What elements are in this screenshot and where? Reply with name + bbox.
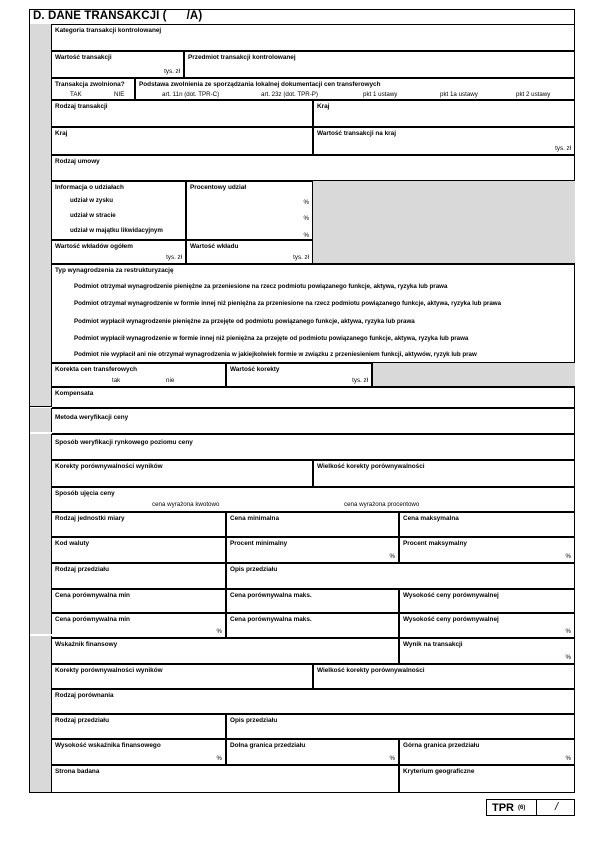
sposob-weryfikacji-label: Sposób weryfikacji rynkowego poziomu ceny	[55, 439, 193, 446]
gorna-granica-field[interactable]	[399, 739, 575, 765]
kategoria-label: Kategoria transakcji kontrolowanej	[55, 27, 162, 34]
wysokosc-wskaznika-label: Wysokość wskaźnika finansowego	[55, 742, 161, 749]
gray-filler-udzialy	[313, 181, 575, 264]
pct-strata: %	[303, 215, 309, 222]
procentowy-udzial-field[interactable]	[186, 181, 313, 240]
sposob-ujecia-label: Sposób ujęcia ceny	[55, 490, 115, 497]
info-udzialy-label: Informacja o udziałach	[55, 184, 124, 191]
opis-przedzialu-label-1: Opis przedziału	[230, 566, 278, 573]
option-nie[interactable]: NIE	[114, 91, 125, 98]
option-pkt1a[interactable]: pkt 1a ustawy	[440, 91, 478, 98]
wysokosc-ceny-label-1: Wysokość ceny porównywalnej	[403, 592, 499, 599]
wysokosc-ceny-label-2: Wysokość ceny porównywalnej	[403, 616, 499, 623]
kraj-field-2[interactable]	[52, 127, 313, 155]
rodzaj-transakcji-label: Rodzaj transakcji	[55, 103, 108, 110]
cena-porown-min-label-2: Cena porównywalna min	[55, 616, 130, 623]
wielkosc-korekty-field-1[interactable]	[313, 460, 575, 487]
wartosc-wkladu-label: Wartość wkładu	[190, 243, 239, 250]
footer-divider	[536, 800, 537, 815]
left-strip-4	[30, 636, 52, 792]
wskaznik-field[interactable]	[52, 638, 399, 664]
option-cena-procentowo[interactable]: cena wyrażona procentowo	[344, 501, 420, 508]
wielkosc-korekty-label-2: Wielkość korekty porównywalności	[317, 667, 425, 674]
korekty-porown-label-1: Korekty porównywalności wyników	[55, 463, 163, 470]
option-pkt1[interactable]: pkt 1 ustawy	[363, 91, 398, 98]
unit-pct: %	[389, 755, 395, 762]
option-wynagrodzenie-4[interactable]: Podmiot wypłacił wynagrodzenie w formie innej niż pieniężna za przejęte od podmiotu powiązanego funkcje, aktywa, ryzyka lub prawa	[74, 335, 469, 342]
left-strip-3	[30, 434, 52, 634]
udzial-majatku-label: udział w majątku likwidacyjnym	[70, 227, 163, 234]
unit-pct: %	[565, 628, 571, 635]
strona-badana-label: Strona badana	[55, 768, 100, 775]
unit-tys-zl: tys. zł	[164, 68, 180, 75]
wysokosc-ceny-field-2[interactable]	[399, 613, 575, 638]
przedmiot-label: Przedmiot transakcji kontrolowanej	[188, 54, 296, 61]
cena-min-label: Cena minimalna	[230, 515, 280, 522]
rodzaj-porownania-label: Rodzaj porównania	[55, 692, 114, 699]
wartosc-na-kraj-field[interactable]	[313, 127, 575, 155]
rodzaj-transakcji-field[interactable]	[52, 100, 313, 127]
zwolniona-label: Transakcja zwolniona?	[55, 81, 125, 88]
dolna-granica-field[interactable]	[226, 739, 399, 765]
rodzaj-umowy-label: Rodzaj umowy	[55, 158, 100, 165]
procent-min-label: Procent minimalny	[230, 540, 288, 547]
option-korekta-nie[interactable]: nie	[166, 377, 175, 384]
wartosc-wkladow-label: Wartość wkładów ogółem	[55, 243, 133, 250]
cena-porown-maks-field-1[interactable]	[226, 589, 399, 613]
unit-tys-zl: tys. zł	[293, 254, 309, 261]
form-variant: (6)	[518, 805, 526, 811]
metoda-label: Metoda weryfikacji ceny	[55, 414, 129, 421]
podstawa-label: Podstawa zwolnienia ze sporządzania lokalnej dokumentacji cen transferowych	[139, 81, 381, 88]
section-title: D. DANE TRANSAKCJI ( /A)	[33, 10, 203, 22]
korekty-porown-field-2[interactable]	[52, 664, 313, 689]
left-strip-1	[30, 24, 52, 406]
unit-pct: %	[216, 628, 222, 635]
cena-max-label: Cena maksymalna	[403, 515, 459, 522]
pct-majatek: %	[303, 232, 309, 239]
strona-badana-field[interactable]	[52, 765, 399, 793]
kompensata-field[interactable]	[52, 387, 575, 408]
unit-pct: %	[216, 755, 222, 762]
wynik-label: Wynik na transakcji	[403, 641, 463, 648]
wartosc-transakcji-field[interactable]	[52, 51, 184, 78]
option-korekta-tak[interactable]: tak	[112, 377, 121, 384]
przedmiot-field[interactable]	[184, 51, 575, 78]
wartosc-transakcji-label: Wartość transakcji	[55, 54, 112, 61]
option-pkt2[interactable]: pkt 2 ustawy	[516, 91, 551, 98]
rodzaj-jednostki-field[interactable]	[52, 512, 226, 537]
wartosc-korekty-label: Wartość korekty	[230, 366, 280, 373]
wartosc-wkladu-field[interactable]	[186, 240, 313, 264]
rodzaj-umowy-field[interactable]	[52, 155, 575, 181]
korekta-cen-field[interactable]	[52, 363, 226, 387]
option-wynagrodzenie-1[interactable]: Podmiot otrzymał wynagrodzenie pieniężne za przeniesione na rzecz podmiotu powiązanego funkcje, aktywa, ryzyka lub prawa	[74, 283, 448, 290]
unit-pct: %	[389, 553, 395, 560]
korekta-cen-label: Korekta cen transferowych	[55, 366, 138, 373]
pct-zysk: %	[303, 199, 309, 206]
rodzaj-przedzialu-label-2: Rodzaj przedziału	[55, 717, 109, 724]
opis-przedzialu-field-2[interactable]	[226, 714, 575, 739]
kategoria-field[interactable]	[52, 24, 575, 51]
unit-pct: %	[565, 654, 571, 661]
zwolniona-field[interactable]	[52, 78, 135, 100]
unit-pct: %	[565, 755, 571, 762]
udzial-stracie-label: udział w stracie	[70, 212, 116, 219]
cena-porown-maks-label-1: Cena porównywalna maks.	[230, 592, 312, 599]
kod-waluty-field[interactable]	[52, 537, 226, 563]
wartosc-wkladow-field[interactable]	[52, 240, 186, 264]
option-art11n[interactable]: art. 11n (dot. TPR-C)	[162, 91, 220, 98]
rodzaj-przedzialu-label-1: Rodzaj przedziału	[55, 566, 109, 573]
wynik-field[interactable]	[399, 638, 575, 664]
option-wynagrodzenie-2[interactable]: Podmiot otrzymał wynagrodzenie w formie innej niż pieniężna za przeniesione na rzecz podmiotu powiązanego funkcje, aktywa, ryzyka lub prawa	[74, 300, 502, 307]
wysokosc-ceny-field-1[interactable]	[399, 589, 575, 613]
korekty-porown-field-1[interactable]	[52, 460, 313, 487]
gorna-granica-label: Górna granica przedziału	[403, 742, 480, 749]
wartosc-na-kraj-label: Wartość transakcji na kraj	[317, 130, 396, 137]
unit-tys-zl: tys. zł	[555, 145, 571, 152]
wielkosc-korekty-label-1: Wielkość korekty porównywalności	[317, 463, 425, 470]
sposob-weryfikacji-field[interactable]	[52, 434, 575, 460]
kod-waluty-label: Kod waluty	[55, 540, 90, 547]
korekty-porown-label-2: Korekty porównywalności wyników	[55, 667, 163, 674]
procent-min-field[interactable]	[226, 537, 399, 563]
typ-wynagrodzenia-label: Typ wynagrodzenia za restrukturyzację	[55, 267, 174, 274]
option-wynagrodzenie-5[interactable]: Podmiot nie wypłacił ani nie otrzymał wynagrodzenia w jakiejkolwiek formie w związku z przeniesieniem funkcji, aktywów, ryzyk lub praw	[74, 351, 477, 358]
unit-tys-zl: tys. zł	[352, 377, 368, 384]
cena-min-field[interactable]	[226, 512, 399, 537]
info-udzialy-field	[52, 181, 186, 240]
rodzaj-przedzialu-field-1[interactable]	[52, 563, 226, 589]
wysokosc-wskaznika-field[interactable]	[52, 739, 226, 765]
option-wynagrodzenie-3[interactable]: Podmiot wypłacił wynagrodzenie pieniężne za przejęte od podmiotu powiązanego funkcje, aktywa, ryzyka lub prawa	[74, 318, 415, 325]
kryterium-field[interactable]	[399, 765, 575, 793]
form-code-box	[486, 799, 575, 816]
metoda-field[interactable]	[52, 408, 575, 434]
cena-porown-maks-label-2: Cena porównywalna maks.	[230, 616, 312, 623]
cena-porown-min-label-1: Cena porównywalna min	[55, 592, 130, 599]
dolna-granica-label: Dolna granica przedziału	[230, 742, 306, 749]
procent-max-label: Procent maksymalny	[403, 540, 467, 547]
kraj-field-1[interactable]	[313, 100, 575, 127]
sposob-ujecia-field[interactable]	[52, 487, 575, 512]
form-code: TPR	[492, 802, 514, 814]
left-strip-2	[30, 408, 52, 432]
rodzaj-porownania-field[interactable]	[52, 689, 575, 714]
kraj-label-2: Kraj	[55, 130, 68, 137]
gray-filler-korekta	[372, 363, 575, 387]
wartosc-korekty-field[interactable]	[226, 363, 372, 387]
opis-przedzialu-label-2: Opis przedziału	[230, 717, 278, 724]
cena-porown-maks-field-2[interactable]	[226, 613, 399, 638]
kompensata-label: Kompensata	[55, 390, 94, 397]
unit-tys-zl: tys. zł	[166, 254, 182, 261]
option-tak[interactable]: TAK	[70, 91, 82, 98]
podstawa-field[interactable]	[135, 78, 575, 100]
option-art23z[interactable]: art. 23z (dot. TPR-P)	[261, 91, 318, 98]
page-number-slash: /	[555, 801, 559, 813]
kraj-label-1: Kraj	[317, 103, 330, 110]
kryterium-label: Kryterium geograficzne	[403, 768, 475, 775]
rodzaj-jednostki-label: Rodzaj jednostki miary	[55, 515, 125, 522]
procent-max-field[interactable]	[399, 537, 575, 563]
procentowy-udzial-label: Procentowy udział	[190, 184, 247, 191]
cena-porown-min-field-1[interactable]	[52, 589, 226, 613]
opis-przedzialu-field-1[interactable]	[226, 563, 575, 589]
cena-porown-min-field-2[interactable]	[52, 613, 226, 638]
wskaznik-label: Wskaźnik finansowy	[55, 641, 118, 648]
cena-max-field[interactable]	[399, 512, 575, 537]
option-cena-kwotowo[interactable]: cena wyrażona kwotowo	[152, 501, 220, 508]
udzial-zysku-label: udział w zysku	[70, 197, 113, 204]
wielkosc-korekty-field-2[interactable]	[313, 664, 575, 689]
unit-pct: %	[565, 553, 571, 560]
rodzaj-przedzialu-field-2[interactable]	[52, 714, 226, 739]
typ-wynagrodzenia-field[interactable]	[52, 264, 575, 363]
